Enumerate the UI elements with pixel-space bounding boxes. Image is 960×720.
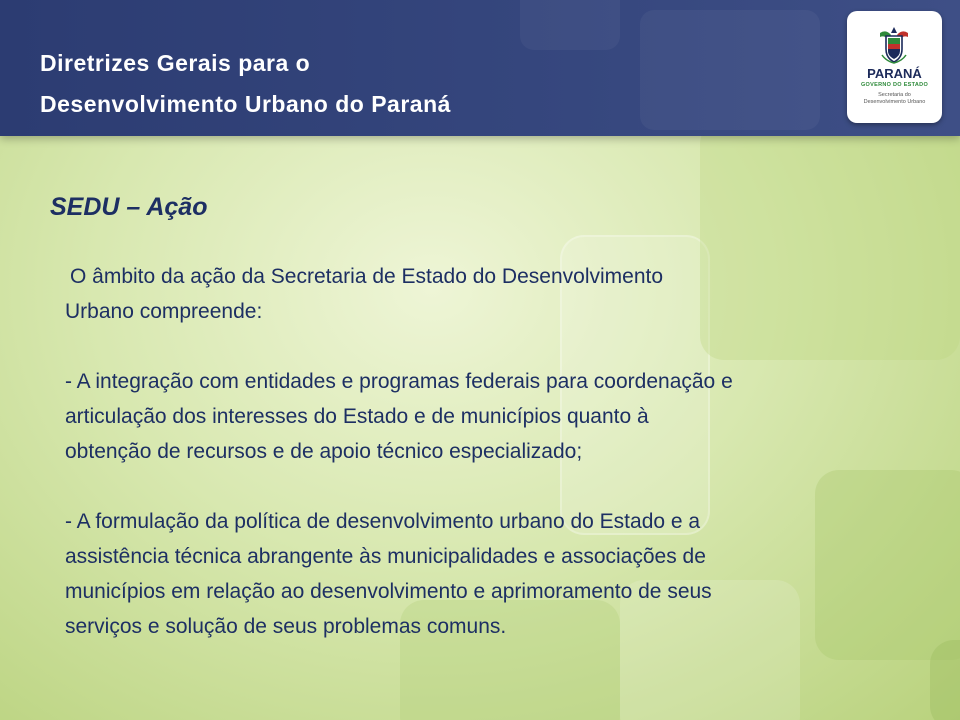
item1-line: articulação dos interesses do Estado e de municípios quanto à (65, 405, 649, 428)
header-decoration (520, 0, 620, 50)
logo-line-1: Secretaria do (878, 92, 911, 98)
slide-title-line-1: Diretrizes Gerais para o (40, 50, 311, 76)
logo-name: PARANÁ (867, 66, 922, 81)
coat-of-arms-icon (874, 25, 914, 65)
body-text (65, 259, 925, 644)
item1-line: - A integração com entidades e programas federais para coordenação e (65, 370, 733, 393)
slide-title-line-2: Desenvolvimento Urbano do Paraná (40, 91, 451, 117)
item2-line: - A formulação da política de desenvolvimento urbano do Estado e a (65, 510, 701, 533)
item2-line: serviços e solução de seus problemas comuns. (65, 615, 507, 638)
item2-line: municípios em relação ao desenvolvimento e aprimoramento de seus (65, 580, 712, 603)
intro-line: Urbano compreende: (65, 300, 263, 323)
intro-line: O âmbito da ação da Secretaria de Estado do Desenvolvimento (70, 265, 664, 288)
item2-line: assistência técnica abrangente às municipalidades e associações de (65, 545, 706, 568)
item1-line: obtenção de recursos e de apoio técnico especializado; (65, 440, 583, 463)
header-decoration (640, 10, 820, 130)
slide-header (0, 0, 960, 136)
logo-line-2: Desenvolvimento Urbano (863, 99, 926, 105)
parana-logo (847, 11, 942, 123)
section-title: SEDU – Ação (50, 193, 208, 221)
background-decoration (930, 640, 960, 720)
logo-subtitle: GOVERNO DO ESTADO (860, 82, 929, 88)
